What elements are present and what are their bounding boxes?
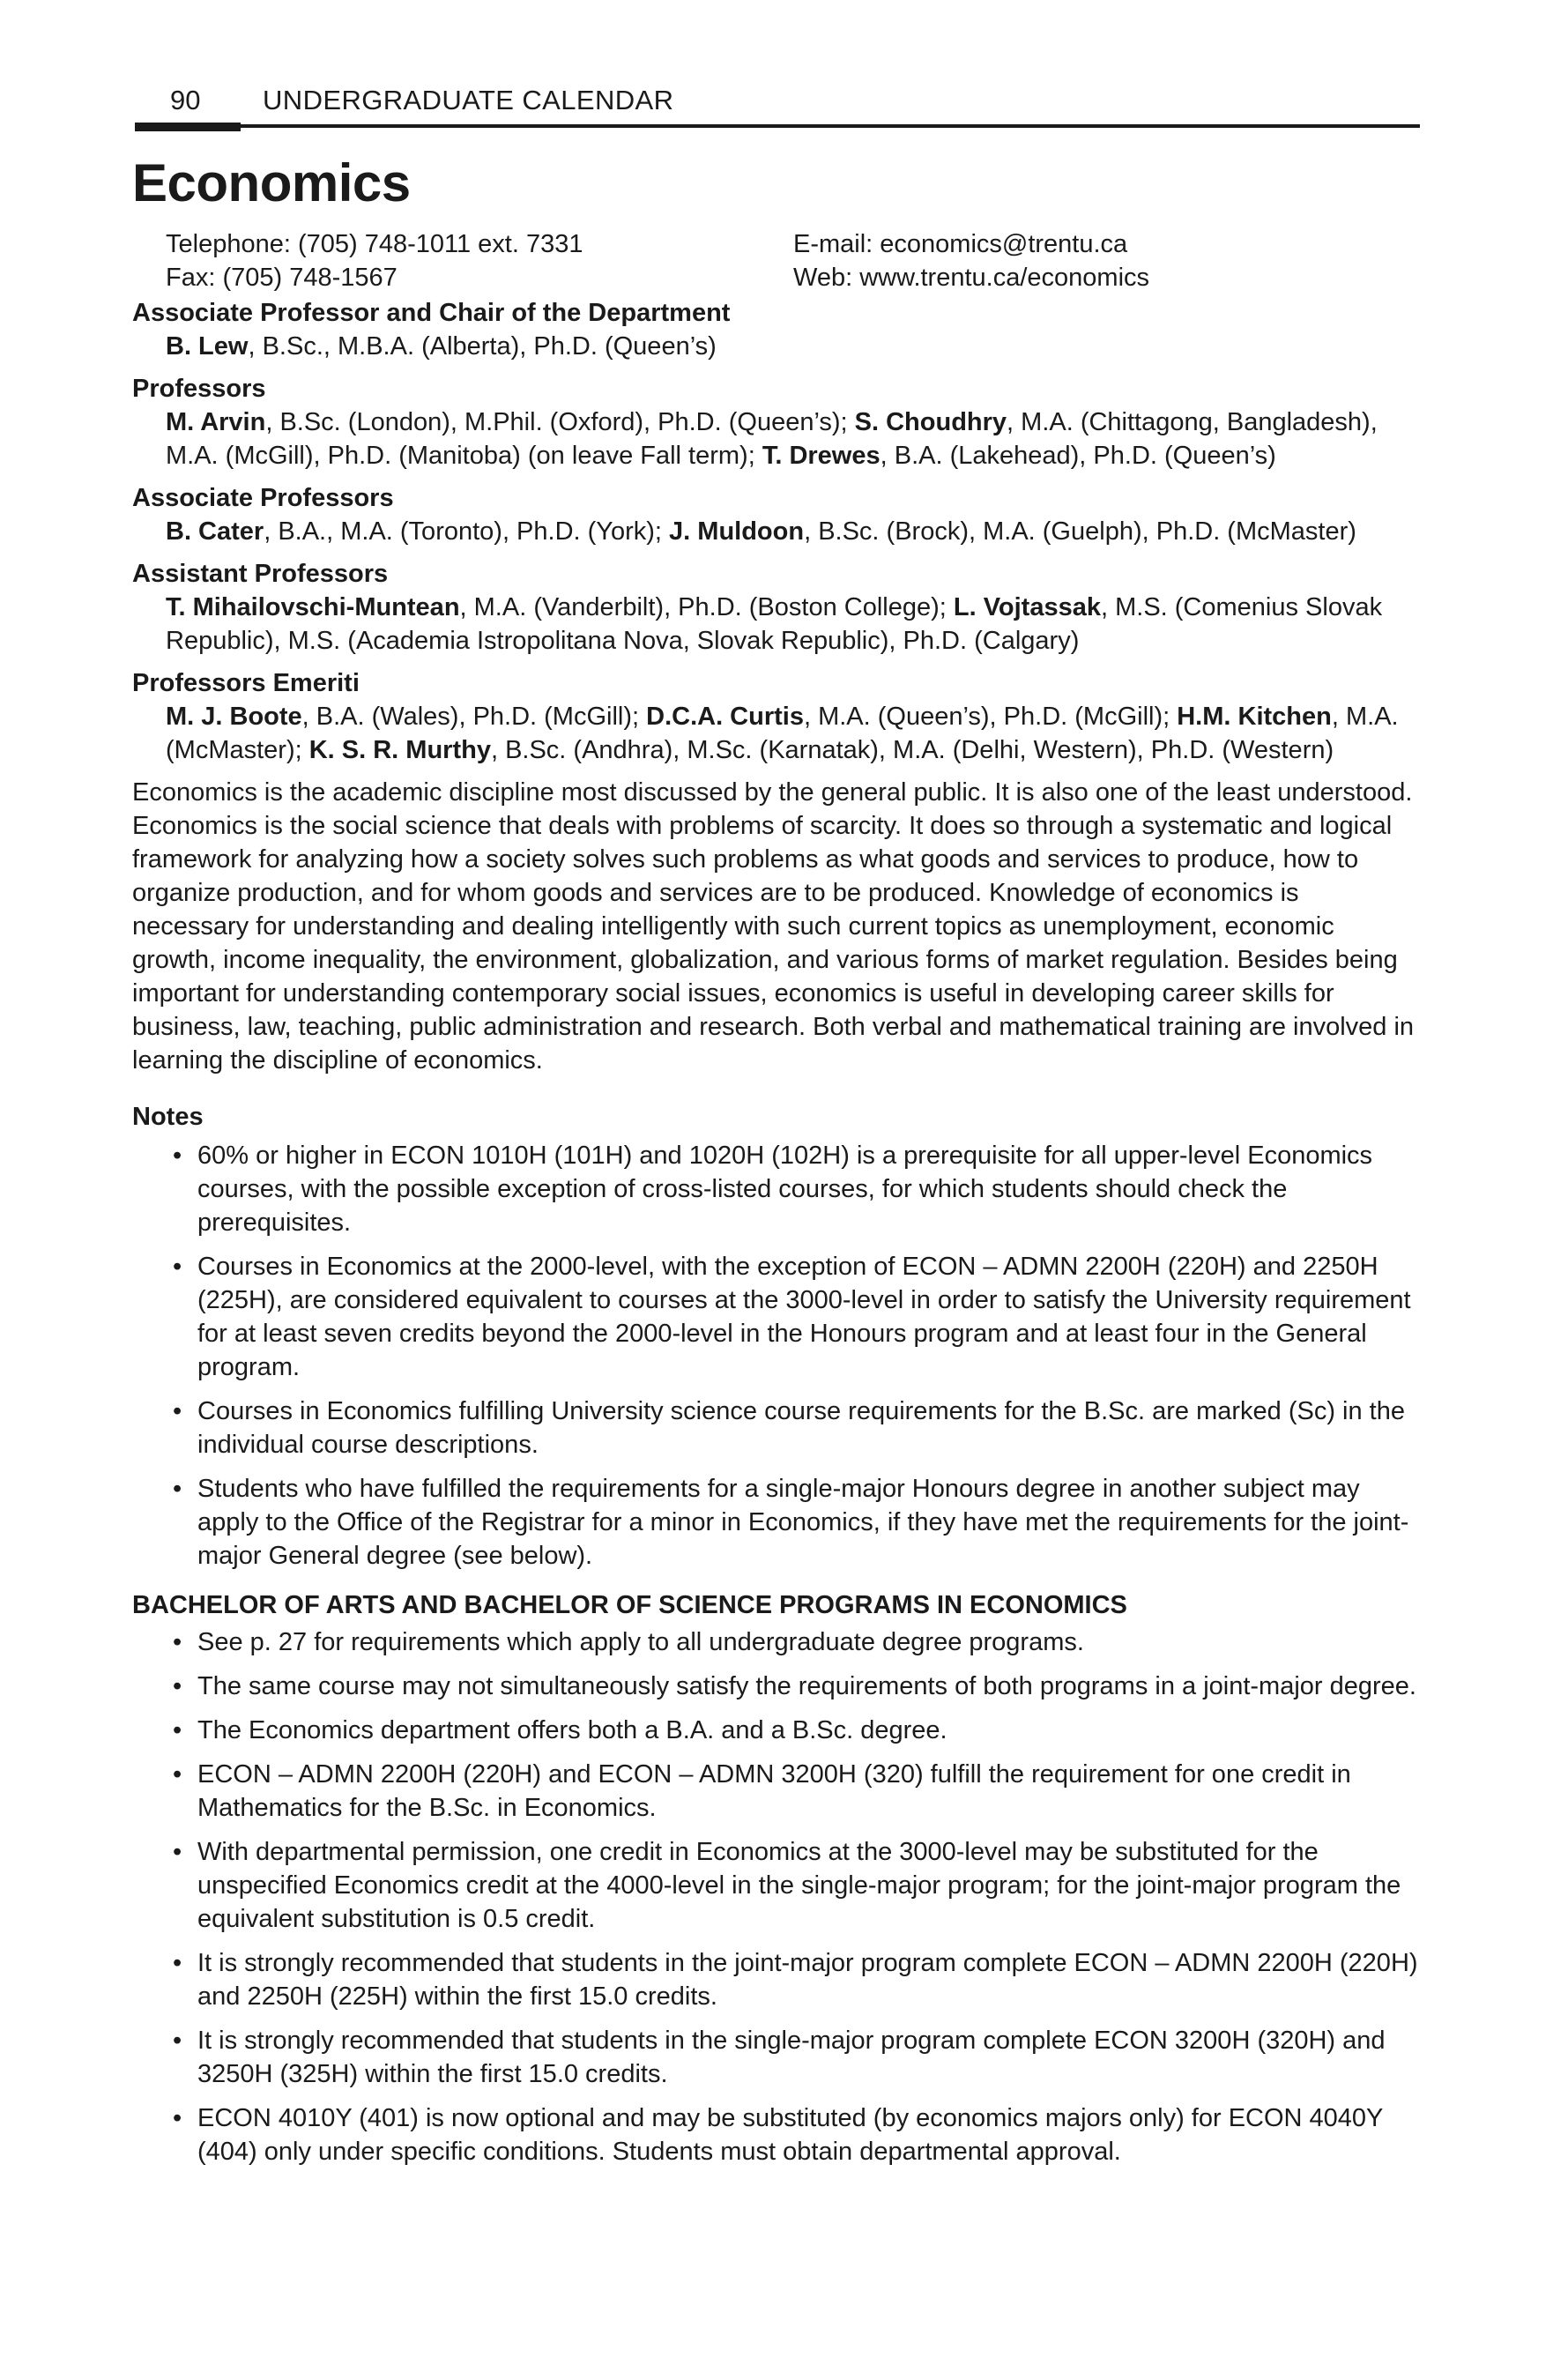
faculty-members [166, 405, 1419, 472]
faculty-member-credentials: , M.S. (Comenius Slovak Republic), M.S. (Academia Istropolitana Nova, Slovak Republic), Ph.D. (Calgary) [166, 593, 1383, 655]
bullet-icon: • [173, 1253, 182, 1281]
list-item [132, 1758, 1419, 1825]
faculty-section [132, 296, 1419, 767]
faculty-member-credentials: , B.A. (Wales), Ph.D. (McGill); [301, 703, 647, 731]
bullet-icon: • [173, 1716, 182, 1744]
contact-left-column [166, 227, 783, 294]
faculty-member-credentials: , B.Sc. (London), M.Phil. (Oxford), Ph.D. (Queen’s); [265, 408, 855, 436]
bullet-icon: • [173, 1760, 182, 1789]
intro-paragraph: Economics is the academic discipline most discussed by the general public. It is also one of the least understood. Economics is the social science that deals with problems of scarcity. It does so through a systematic and logical framework for analyzing how a society solves such problems as what goods and services to produce, how to organize production, and for whom goods and services are to be produced. Knowledge of economics is necessary for understanding and dealing intelligently with such current topics as unemployment, economic growth, income inequality, the environment, globalization, and various forms of market regulation. Besides being important for understanding contemporary social issues, economics is useful in developing career skills for business, law, teaching, public administration and research. Both verbal and mathematical training are involved in learning the discipline of economics. [132, 778, 1415, 1075]
telephone-line: Telephone: (705) 748-1011 ext. 7331 [166, 230, 583, 258]
faculty-member-name: H.M. Kitchen [1177, 703, 1332, 731]
faculty-group-heading: Associate Professor and Chair of the Department [132, 299, 731, 327]
list-item [132, 1625, 1419, 1659]
faculty-member-name: M. Arvin [166, 408, 266, 436]
bullet-icon: • [173, 1475, 182, 1503]
header-tab-bar [135, 123, 241, 131]
bullet-icon: • [173, 1628, 182, 1656]
faculty-group [132, 372, 1419, 472]
list-item [132, 1139, 1419, 1239]
programs-list [132, 1625, 1419, 2168]
faculty-member-name: B. Cater [166, 517, 264, 546]
bullet-icon: • [173, 1672, 182, 1700]
page-content [132, 227, 1419, 2179]
faculty-group [132, 296, 1419, 363]
contact-right-column [793, 227, 1410, 294]
faculty-group [132, 666, 1419, 767]
page-header [135, 82, 1420, 128]
list-item-text: 60% or higher in ECON 1010H (101H) and 1020H (102H) is a prerequisite for all upper-level Economics courses, with the possible exception of cross-listed courses, for which students should check the prerequisites. [197, 1142, 1373, 1237]
running-title: UNDERGRADUATE CALENDAR [263, 85, 674, 115]
faculty-member-name: K. S. R. Murthy [308, 736, 491, 764]
list-item [132, 1250, 1419, 1384]
bullet-icon: • [173, 1397, 182, 1425]
list-item-text: ECON 4010Y (401) is now optional and may be substituted (by economics majors only) for ECON 4040Y (404) only under specific conditions. Students must obtain departmental approval. [197, 2104, 1383, 2166]
notes-list [132, 1139, 1419, 1573]
faculty-member-name: J. Muldoon [669, 517, 805, 546]
faculty-member-name: D.C.A. Curtis [646, 703, 804, 731]
faculty-member-name: S. Choudhry [854, 408, 1007, 436]
web-line: Web: www.trentu.ca/economics [793, 264, 1150, 292]
notes-heading: Notes [132, 1103, 204, 1131]
list-item [132, 1472, 1419, 1573]
faculty-member-credentials: , M.A. (Chittagong, Bangladesh), M.A. (McGill), Ph.D. (Manitoba) (on leave Fall term); [166, 408, 1378, 470]
list-item-text: Courses in Economics at the 2000-level, with the exception of ECON – ADMN 2200H (220H) and 2250H (225H), are considered equivalent to courses at the 3000-level in order to satisfy the University requirement for at least seven credits beyond the 2000-level in the Honours program and at least four in the General program. [197, 1253, 1411, 1381]
faculty-members [166, 591, 1419, 658]
contact-block [166, 227, 1419, 296]
list-item-text: The Economics department offers both a B.A. and a B.Sc. degree. [197, 1716, 947, 1744]
email-line: E-mail: economics@trentu.ca [793, 230, 1128, 258]
list-item [132, 1835, 1419, 1936]
faculty-group-heading: Professors Emeriti [132, 669, 360, 697]
faculty-group-heading: Assistant Professors [132, 560, 389, 588]
faculty-member-name: T. Mihailovschi-Muntean [166, 593, 460, 621]
faculty-member-credentials: , M.A. (Vanderbilt), Ph.D. (Boston College); [459, 593, 954, 621]
page-number: 90 [170, 85, 201, 115]
notes-section [132, 1100, 1419, 1573]
page-title: Economics [132, 153, 411, 212]
faculty-member-credentials: , B.Sc. (Brock), M.A. (Guelph), Ph.D. (McMaster) [804, 517, 1356, 546]
list-item-text: The same course may not simultaneously satisfy the requirements of both programs in a joint-major degree. [197, 1672, 1416, 1700]
bullet-icon: • [173, 1142, 182, 1170]
programs-heading: BACHELOR OF ARTS AND BACHELOR OF SCIENCE PROGRAMS IN ECONOMICS [132, 1591, 1127, 1619]
list-item-text: Students who have fulfilled the requirements for a single-major Honours degree in another subject may apply to the Office of the Registrar for a minor in Economics, if they have met the requirements for the joint-major General degree (see below). [197, 1475, 1409, 1570]
list-item-text: It is strongly recommended that students in the joint-major program complete ECON – ADMN 2200H (220H) and 2250H (225H) within the first 15.0 credits. [197, 1949, 1418, 2011]
list-item [132, 1946, 1419, 2013]
list-item [132, 1714, 1419, 1747]
faculty-member-name: L. Vojtassak [953, 593, 1101, 621]
faculty-member-name: B. Lew [166, 332, 249, 361]
bullet-icon: • [173, 1838, 182, 1866]
faculty-member-credentials: , B.Sc., M.B.A. (Alberta), Ph.D. (Queen’s) [248, 332, 717, 361]
faculty-members [166, 330, 1419, 363]
faculty-group [132, 481, 1419, 548]
list-item-text: With departmental permission, one credit in Economics at the 3000-level may be substituted for the unspecified Economics credit at the 4000-level in the single-major program; for the joint-major program the equivalent substitution is 0.5 credit. [197, 1838, 1401, 1933]
faculty-group-heading: Professors [132, 375, 266, 403]
faculty-members [166, 515, 1419, 548]
faculty-member-credentials: , B.Sc. (Andhra), M.Sc. (Karnatak), M.A. (Delhi, Western), Ph.D. (Western) [490, 736, 1334, 764]
list-item-text: See p. 27 for requirements which apply to all undergraduate degree programs. [197, 1628, 1084, 1656]
faculty-member-credentials: , M.A. (McMaster); [166, 703, 1399, 764]
programs-section [132, 1588, 1419, 2168]
bullet-icon: • [173, 2027, 182, 2055]
list-item [132, 2101, 1419, 2168]
list-item-text: It is strongly recommended that students in the single-major program complete ECON 3200H (320H) and 3250H (325H) within the first 15.0 credits. [197, 2027, 1386, 2088]
faculty-group-heading: Associate Professors [132, 484, 394, 512]
faculty-members [166, 700, 1419, 767]
faculty-group [132, 557, 1419, 658]
list-item [132, 2024, 1419, 2091]
bullet-icon: • [173, 2104, 182, 2132]
faculty-member-credentials: , M.A. (Queen’s), Ph.D. (McGill); [803, 703, 1178, 731]
list-item [132, 1670, 1419, 1703]
fax-line: Fax: (705) 748-1567 [166, 264, 398, 292]
faculty-member-name: T. Drewes [762, 442, 881, 470]
faculty-member-credentials: , B.A. (Lakehead), Ph.D. (Queen’s) [880, 442, 1276, 470]
bullet-icon: • [173, 1949, 182, 1977]
faculty-member-name: M. J. Boote [166, 703, 302, 731]
list-item-text: ECON – ADMN 2200H (220H) and ECON – ADMN 3200H (320) fulfill the requirement for one credit in Mathematics for the B.Sc. in Economics. [197, 1760, 1351, 1822]
list-item [132, 1395, 1419, 1461]
faculty-member-credentials: , B.A., M.A. (Toronto), Ph.D. (York); [264, 517, 670, 546]
list-item-text: Courses in Economics fulfilling University science course requirements for the B.Sc. are marked (Sc) in the individual course descriptions. [197, 1397, 1405, 1459]
